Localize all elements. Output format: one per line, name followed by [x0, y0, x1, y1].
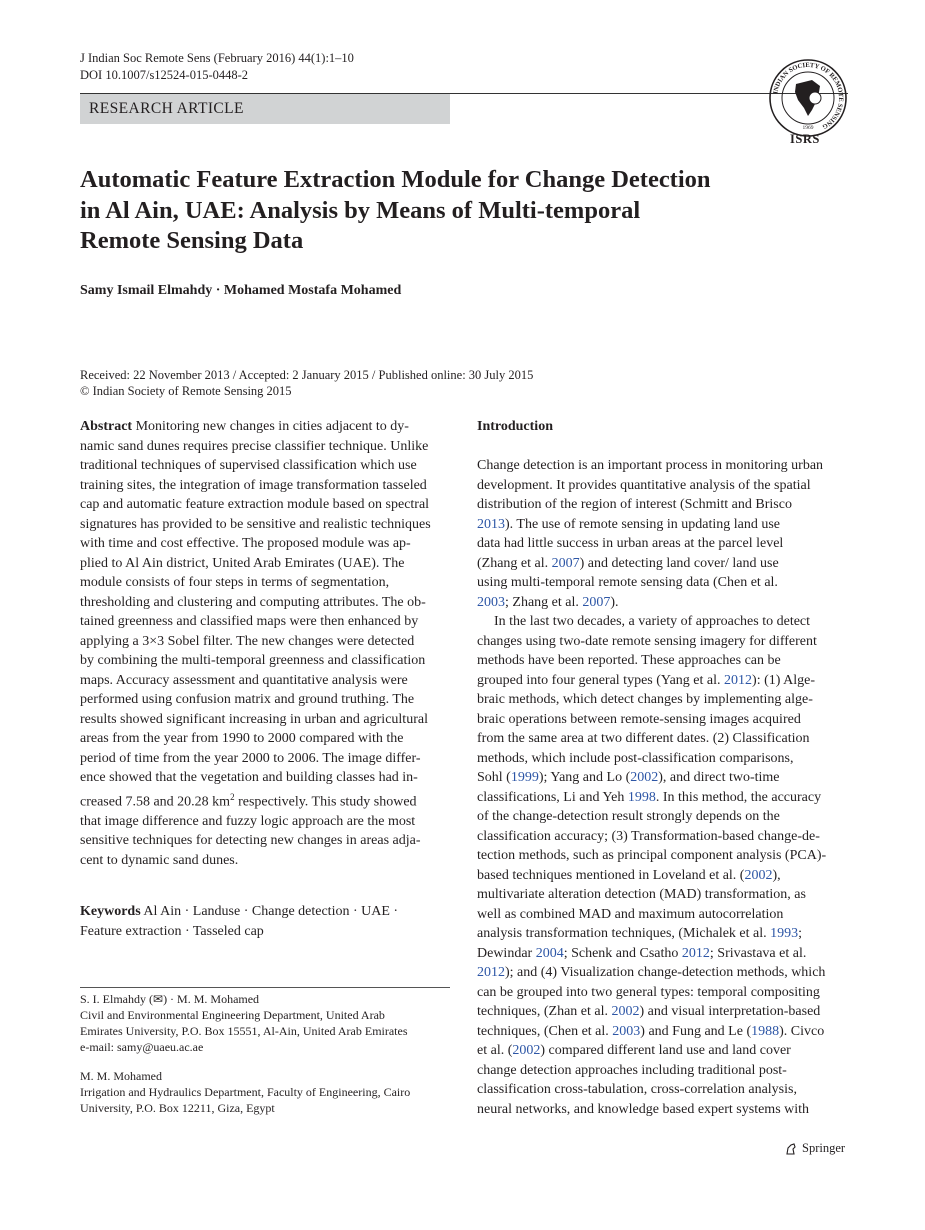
- keywords-label: Keywords: [80, 904, 141, 919]
- publisher-name: Springer: [802, 1141, 846, 1155]
- citation-link[interactable]: 2004: [535, 945, 564, 961]
- authors: Samy Ismail Elmahdy · Mohamed Mostafa Mohamed: [80, 283, 402, 298]
- citation-link[interactable]: 1999: [510, 770, 539, 785]
- isrs-seal-logo: [768, 58, 848, 138]
- citation-link[interactable]: 2002: [512, 1043, 541, 1058]
- abstract: Abstract Monitoring new changes in cities adjacent to dy- namic sand dunes requires precise classifier technique. Unlike traditional techniques of supervised classification which use training sites, the integration of image transformation tasseled cap and automatic feature extraction module based on spectral signatures has provided to be sensitive and realistic techniques with time and cost effective. The proposed module was ap- plied to Al Ain district, United Arab Emirates (UAE). The module consists of four steps in terms of segmentation, thresholding and clustering and computing attributes. The ob- tained greenness and classified maps were then enhanced by applying a 3×3 Sobel filter. The new changes were detected by combining the multi-temporal greenness and classification maps. Accuracy assessment and quantitative analysis were performed using confusion matrix and ground truthing. The results showed significant increasing in urban and agricultural areas from the year from 1990 to 2000 compared with the period of time from the year 2000 to 2006. The image differ- ence showed that the vegetation and building classes had in- creased 7.58 and 20.28 $km^2$ respectively. This study showed that image difference and fuzzy logic approach are the most sensitive techniques for detecting new changes in areas adja- cent to dynamic sand dunes.: [80, 419, 431, 868]
- isrs-logo-text: ISRS: [790, 132, 820, 146]
- springer-horse-icon: [784, 1142, 798, 1156]
- affiliation-2: M. M. Mohamed Irrigation and Hydraulics Department, Faculty of Engineering, Cairo University, P.O. Box 12211, Giza, Egypt: [80, 1069, 411, 1115]
- footnote-rule: [80, 987, 450, 988]
- citation-link[interactable]: 2002: [744, 867, 773, 883]
- mail-icon[interactable]: ✉: [153, 992, 164, 1006]
- section-heading-introduction: Introduction: [477, 419, 553, 434]
- article-dates: Received: 22 November 2013 / Accepted: 2 January 2015 / Published online: 30 July 2015: [80, 368, 534, 382]
- citation-link[interactable]: 2003: [612, 1023, 641, 1039]
- article-type-badge: RESEARCH ARTICLE: [80, 94, 450, 124]
- citation-link[interactable]: 1993: [770, 926, 799, 941]
- citation-link[interactable]: 2012: [477, 965, 505, 980]
- page-title: Automatic Feature Extraction Module for Change Detection in Al Ain, UAE: Analysis by Means of Multi-temporal Remote Sensing Data: [80, 166, 711, 254]
- affiliation-1: S. I. Elmahdy (✉) · M. M. Mohamed Civil and Environmental Engineering Department, United Arab Emirates University, P.O. Box 15551, Al-Ain, United Arab Emirates e-mail: samy@uaeu.ac.ae: [80, 991, 450, 1055]
- citation-link[interactable]: 2002: [611, 1004, 640, 1019]
- svg-text:INDIAN SOCIETY OF REMOTE SENSI: INDIAN SOCIETY OF REMOTE SENSING: [772, 61, 845, 131]
- citation-link[interactable]: 2012: [681, 945, 710, 961]
- citation-link[interactable]: 2012: [724, 672, 753, 688]
- keywords: Keywords Al Ain · Landuse · Change detection · UAE · Feature extraction · Tasseled cap: [80, 904, 399, 939]
- citation-link[interactable]: 2007: [582, 594, 611, 610]
- abstract-label: Abstract: [80, 419, 133, 434]
- introduction: Introduction Change detection is an important process in monitoring urban development. It provides quantitative analysis of the spatial distribution of the region of interest (Schmitt and Brisco 2013). The use of remote sensing in updating land use data had little success in urban areas at the parcel level (Zhang et al. 2007) and detecting land cover/ land use using multi-temporal remote sensing data (Chen et al. 2003; Zhang et al. 2007). In the last two decades, a variety of approaches to detect changes using two-date remote sensing imagery for different methods have been reported. These approaches can be grouped into four general types (Yang et al. 2012): (1) Alge- braic methods, which detect changes by implementing alge- braic operations between remote-sensing images acquired from the same area at two different dates. (2) Classification methods, which include post-classification comparisons, Sohl (1999); Yang and Lo (2002), and direct two-time classifications, Li and Yeh 1998. In this method, the accuracy of the change-detection result strongly depends on the classification accuracy; (3) Transformation-based change-de- tection methods, such as principal component analysis (PCA)- based techniques mentioned in Loveland et al. (2002), multivariate alteration detection (MAD) transformation, as well as combined MAD and maximum autocorrelation analysis transformation techniques, (Michalek et al. 1993; Dewindar 2004; Schenk and Csatho 2012; Srivastava et al. 2012); and (4) Visualization change-detection methods, which can be grouped into two general types: temporal compositing techniques, (Zhan et al. 2002) and visual interpretation-based techniques, (Chen et al. 2003) and Fung and Le (1988). Civco et al. (2002) compared different land use and land cover change detection approaches including traditional post- classification cross-tabulation, cross-correlation analysis, neural networks, and knowledge based expert systems with: [477, 417, 847, 1119]
- citation-link[interactable]: 2007: [551, 555, 580, 571]
- svg-text:1969: 1969: [802, 125, 814, 131]
- copyright: © Indian Society of Remote Sensing 2015: [80, 384, 292, 398]
- citation-link[interactable]: 2002: [630, 770, 659, 785]
- doi[interactable]: DOI 10.1007/s12524-015-0448-2: [80, 68, 249, 82]
- citation-link[interactable]: 2013: [477, 516, 505, 532]
- citation-link[interactable]: 1988: [751, 1023, 780, 1039]
- email-link[interactable]: e-mail: samy@uaeu.ac.ae: [80, 1040, 204, 1054]
- citation-link[interactable]: 2003: [477, 594, 505, 610]
- springer-logo: [784, 1141, 845, 1156]
- journal-citation: J Indian Soc Remote Sens (February 2016) 44(1):1–10: [80, 51, 354, 65]
- citation-link[interactable]: 1998: [627, 789, 656, 805]
